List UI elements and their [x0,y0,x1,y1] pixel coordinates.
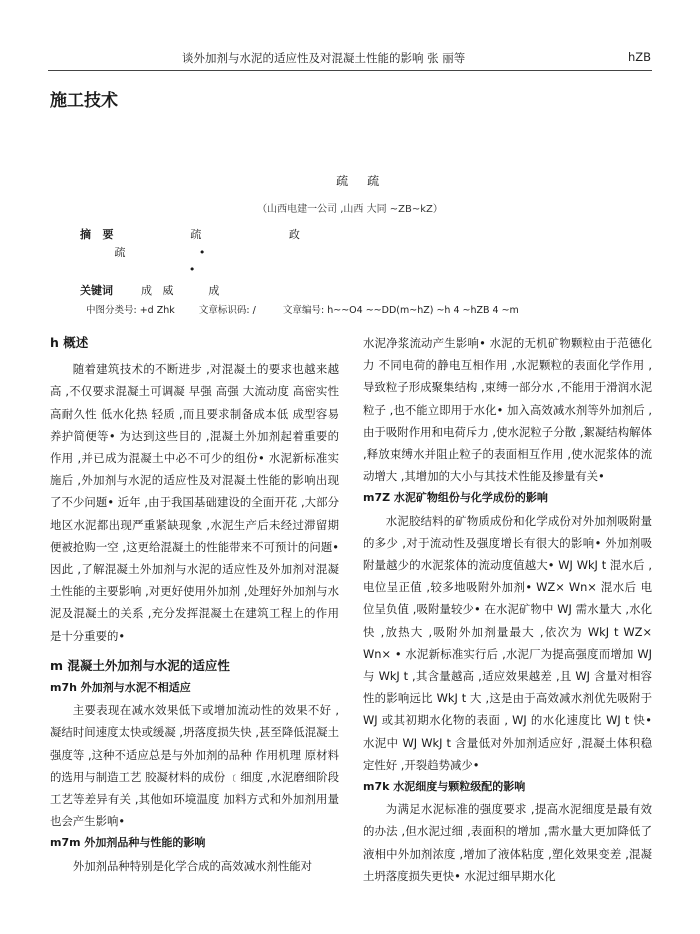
keywords-text: ￼ ￼ ￼ ￼ ￼ ￼ 成 ￼ 威 成 ￼ ￼ ￼ [113,284,237,297]
header-rule [48,70,652,71]
section-1-paragraph: 随着建筑技术的不断进步 ,对混凝土的要求也越来越高 ,不仅要求混凝土可调凝 早强 高强 大流动度 高密实性 高耐久性 低水化热 轻质 ,而且要求制备成本低 成型容易 养护简便等• 为达到这些目的 ,混凝土外加剂起着重要的作用 ,并已成为混凝土中必不可少的组份• 水泥新标准实施后 ,外加剂与水泥的适应性及对混凝土性能的影响出现了不少问题• 近年 ,由于我国基础建设的全面开花 ,大部分地区水泥都出现严重紧缺现象 ,水泥生产后未经过滞留期便被抢购一空 ,这更给混凝土的性能带来不可预计的问题• 因此 ,了解混凝土外加剂与水泥的适应性及外加剂对混凝土性能的主要影响 ,对更好使用外加剂 ,处理好外加剂与水泥及混凝土的关系 ,充分发挥混凝土在建筑工程上的作用是十分重要的• [50,362,339,643]
page-code: hZB [628,50,652,64]
left-column [50,332,339,877]
subsection-2-2-paragraph: 外加剂品种特别是化学合成的高效减水剂性能对 [72,858,313,873]
abstract-label: ￼摘 要￼ [80,228,114,241]
section-tag: ￼施工技术￼ [50,91,118,111]
continued-paragraph: 水泥净浆流动产生影响• 水泥的无机矿物颗粒由于范德化力 不同电荷的静电互相作用 ,水泥颗粒的表面化学作用 ,导致粒子形成聚集结构 ,束缚一部分水 ,不能用于滑润水泥粒子 ,也不能立即用于水化• 加入高效减水剂等外加剂后 ,由于吸附作用和电荷斥力 ,使水泥粒子分散 ,絮凝结构解体 ,释放束缚水并阻止粒子的表面相互作用 ,使水泥浆体的流动增大 ,其增加的大小与其技术性能及掺量有关• [363,336,652,484]
abstract-text-1: ￼ ￼ ￼ ￼ ￼ ￼ ￼ ￼ ￼ ￼ ￼ ￼ 疏 ￼ ￼ ￼ ￼ ￼ ￼ ￼ ￼ 政 ￼ ￼ [113,228,321,241]
abstract-line-1 [80,226,321,242]
keywords-label: ￼关键词￼ [80,284,113,297]
subsection-2-2-heading: m7m 外加剂品种与性能的影响 [50,836,206,850]
running-title: 谈外加剂与水泥的适应性及对混凝土性能的影响 张 丽等 [182,51,466,65]
section-1-heading: h 概述 [50,335,89,350]
abstract-line-2: 疏 ￼ ￼ ￼ ￼ ￼ ￼ ￼ • ￼ ￼ ￼ ￼ ￼ ￼ ￼ ￼ ￼ ￼ ￼ ￼ ￼ ￼ ￼ ￼ [104,246,384,259]
subsection-2-4-paragraph: 为满足水泥标准的强度要求 ,提高水泥细度是最有效的办法 ,但水泥过细 ,表面积的增加 ,需水量大更加降低了液相中外加剂浓度 ,增加了液体粘度 ,塑化效果变差 ,混凝土坍落度损失更快• 水泥过细早期水化 [363,802,652,883]
classification-line: 中图分类号: +d Zhk 文章标识码: / 文章编号: h~~O4 ~~DD(m~hZ) ~h 4 ~hZB 4 ~m [86,305,519,316]
subsection-2-3-heading: m7Z 水泥矿物组份与化学成份的影响 [363,491,548,505]
abstract-line-3: ￼ ￼ ￼ ￼ ￼ ￼ ￼ ￼ ￼ • [84,263,196,276]
article-title: ￼ ￼ ￼ ￼ ￼ ￼ ￼ ￼ ￼ ￼ ￼ ￼ [209,132,491,154]
subsection-2-1-paragraph: 主要表现在减水效果低下或增加流动性的效果不好 ,凝结时间速度太快或缓凝 ,坍落度损失快 ,甚至降低混凝土强度等 ,这种不适应总是与外加剂的品种 作用机理 原材料的选用与制造工艺 胶凝材料的成份 ﹝细度 ,水泥磨细阶段工艺等差异有关 ,其他如环境温度 加料方式和外加剂用量也会产生影响• [50,703,339,829]
subsection-2-4-heading: m7k 水泥细度与颗粒级配的影响 [363,780,526,794]
subsection-2-1-heading: m7h 外加剂与水泥不相适应 [50,681,191,695]
right-column [363,332,652,887]
section-2-heading: m 混凝土外加剂与水泥的适应性 [50,657,230,673]
subsection-2-3-paragraph: 水泥胶结料的矿物质成份和化学成份对外加剂吸附量的多少 ,对于流动性及强度增长有很大的影响• 外加剂吸附量越少的水泥浆体的流动度值越大• WJ WkJ t 混水后 , 电位呈正值 ,较多地吸附外加剂• WZ× Wn× 混水后 电位呈负值 ,吸附量较少• 在水泥矿物中 WJ 需水量大 ,水化快 ,放热大 ,吸附外加剂量最大 ,依次为 WkJ t WZ× Wn× • 水泥新标准实行后 ,水泥厂为提高强度而增加 WJ 与 WkJ t ,其含量越高 ,适应效果越差 ,且 WJ 含量对相容性的影响远比 WkJ t 大 ,这是由于高效减水剂优先吸附于 WJ 或其初期水化物的表面 , WJ 的水化速度比 WJ t 快• 水泥中 WJ WkJ t 含量低对外加剂适应好 ,混凝土体积稳定性好 ,开裂趋势减少• [363,513,652,772]
article-affiliation: （山西电建一公司 ,山西 大同 ~ZB~kZ） [257,204,443,215]
keywords-line [80,282,237,298]
article-authors: ￼ ￼ 疏 ￼ 疏 [320,174,380,188]
